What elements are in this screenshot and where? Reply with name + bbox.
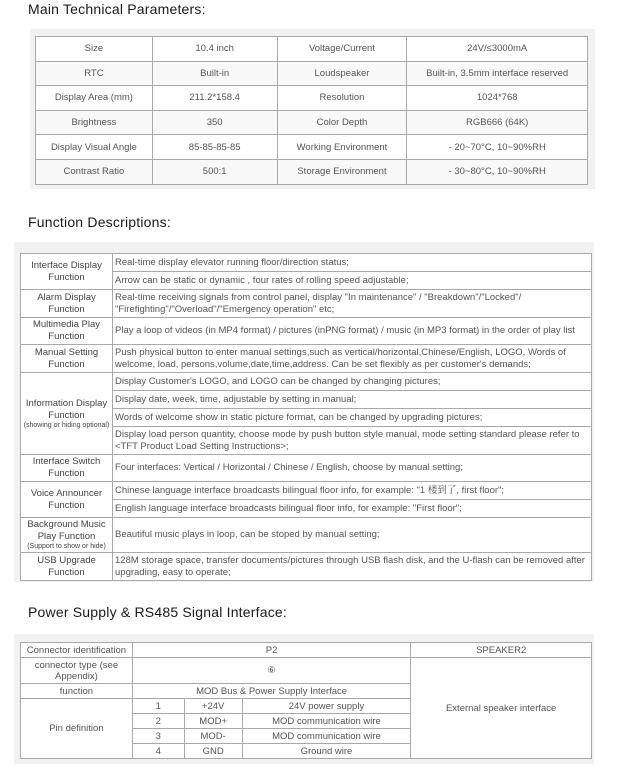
param-row: [36, 159, 588, 184]
pin-description: MOD communication wire: [242, 729, 411, 744]
param-name: Brightness: [36, 110, 153, 135]
param-value: 24V/≤3000mA: [407, 37, 588, 62]
pin-signal: GND: [184, 744, 242, 759]
param-name: Color Depth: [277, 110, 407, 135]
function-desc: Words of welcome show in static picture format, can be changed by upgrading pictures;: [113, 409, 592, 427]
param-value: Built-in, 3.5mm interface reserved: [407, 61, 588, 86]
pin-description: Ground wire: [242, 744, 411, 759]
function-desc: Beautiful music plays in loop, can be stoped by manual setting;: [113, 518, 592, 553]
category-alarm: Alarm Display Function: [21, 290, 113, 318]
param-value: 85-85-85-85: [152, 135, 277, 160]
pin-number: 2: [132, 714, 184, 729]
param-value: RGB666 (64K): [407, 110, 588, 135]
function-desc: Display Customer's LOGO, and LOGO can be changed by changing pictures;: [113, 373, 592, 391]
param-value: - 30~80°C, 10~90%RH: [407, 159, 588, 184]
section-title-power: Power Supply & RS485 Signal Interface:: [28, 604, 287, 620]
pin-signal: +24V: [184, 699, 242, 714]
function-desc: English language interface broadcasts bilingual floor info, for example: "First floor";: [113, 500, 592, 518]
category-music: [21, 518, 113, 553]
function-desc: Real-time receiving signals from control panel, display "In maintenance" / "Breakdown"/"Locked"/ "Firefighting"/"Overload"/"Emergency operation" etc;: [113, 290, 592, 318]
function-desc: 128M storage space, transfer documents/pictures through USB flash disk, and the U-flash can be removed after upgrading, easy to operate;: [113, 553, 592, 581]
connector-type-label: connector type (see Appendix): [21, 658, 133, 684]
param-name: Contrast Ratio: [36, 159, 153, 184]
function-desc: Push physical button to enter manual settings,such as vertical/horizontal,Chinese/English, LOGO, Words of welcome, load, persons,volume,date,time,address. Can be set flexibly as per customer's demands;: [113, 345, 592, 373]
speaker-description: External speaker interface: [411, 658, 592, 759]
param-value: 1024*768: [407, 86, 588, 111]
param-row: [36, 37, 588, 62]
param-value: 500:1: [152, 159, 277, 184]
connector-type-value: ⑥: [132, 658, 410, 684]
section-title-params: Main Technical Parameters:: [28, 1, 206, 17]
function-desc: Arrow can be static or dynamic , four rates of rolling speed adjustable;: [113, 272, 592, 290]
pin-number: 4: [132, 744, 184, 759]
pin-number: 3: [132, 729, 184, 744]
category-information-note: (showing or hiding optional): [23, 421, 110, 429]
param-name: Storage Environment: [277, 159, 407, 184]
param-name: RTC: [36, 61, 153, 86]
param-name: Display Area (mm): [36, 86, 153, 111]
param-row: [36, 61, 588, 86]
param-name: Resolution: [277, 86, 407, 111]
param-value: 350: [152, 110, 277, 135]
function-table: [20, 253, 592, 581]
pin-definition-label: Pin definition: [21, 699, 133, 759]
pin-signal: MOD+: [184, 714, 242, 729]
param-row: [36, 110, 588, 135]
connector-speaker: SPEAKER2: [411, 643, 592, 658]
section-title-functions: Function Descriptions:: [28, 214, 171, 230]
pin-signal: MOD-: [184, 729, 242, 744]
connector-label: Connector identification: [21, 643, 133, 658]
function-value: MOD Bus & Power Supply Interface: [132, 684, 410, 699]
category-interface-switch: Interface Switch Function: [21, 455, 113, 482]
param-name: Size: [36, 37, 153, 62]
param-value: Built-in: [152, 61, 277, 86]
pin-description: 24V power supply: [242, 699, 411, 714]
pin-number: 1: [132, 699, 184, 714]
param-row: [36, 135, 588, 160]
category-music-label: Background Music Play Function: [27, 519, 106, 542]
function-desc: Four interfaces: Vertical / Horizontal / Chinese / English, choose by manual setting;: [113, 455, 592, 482]
param-name: Working Environment: [277, 135, 407, 160]
category-music-note: (Support to show or hide): [27, 543, 106, 550]
param-value: 211.2*158.4: [152, 86, 277, 111]
function-desc: Display date, week, time, adjustable by setting in manual;: [113, 391, 592, 409]
parameters-table: [35, 36, 588, 185]
category-information-label: Information Display Function: [25, 397, 108, 421]
param-value: - 20~70°C, 10~90%RH: [407, 135, 588, 160]
param-name: Voltage/Current: [277, 37, 407, 62]
function-desc: Play a loop of videos (in MP4 format) / pictures (inPNG format) / music (in MP3 format) in the order of play list: [113, 318, 592, 345]
function-label: function: [21, 684, 133, 699]
category-manual: Manual Setting Function: [21, 345, 113, 373]
param-name: Loudspeaker: [277, 61, 407, 86]
connector-p2: P2: [132, 643, 410, 658]
param-value: 10.4 inch: [152, 37, 277, 62]
category-interface: Interface Display Function: [21, 254, 113, 290]
category-voice: Voice Announcer Function: [21, 482, 113, 518]
category-multimedia: Multimedia Play Function: [21, 318, 113, 345]
function-desc: Real-time display elevator running floor/direction status;: [113, 254, 592, 272]
power-table: [20, 642, 592, 759]
function-desc: Chinese language interface broadcasts bilingual floor info, for example: "1 楼到了, first floor";: [113, 482, 592, 500]
param-name: Display Visual Angle: [36, 135, 153, 160]
param-row: [36, 86, 588, 111]
function-desc: Display load person quantity, choose mode by push button style manual, mode setting standard please refer to <TFT Product Load Setting Instructions>;: [113, 427, 592, 455]
category-information: [21, 373, 113, 455]
pin-description: MOD communication wire: [242, 714, 411, 729]
category-usb: USB Upgrade Function: [21, 553, 113, 581]
